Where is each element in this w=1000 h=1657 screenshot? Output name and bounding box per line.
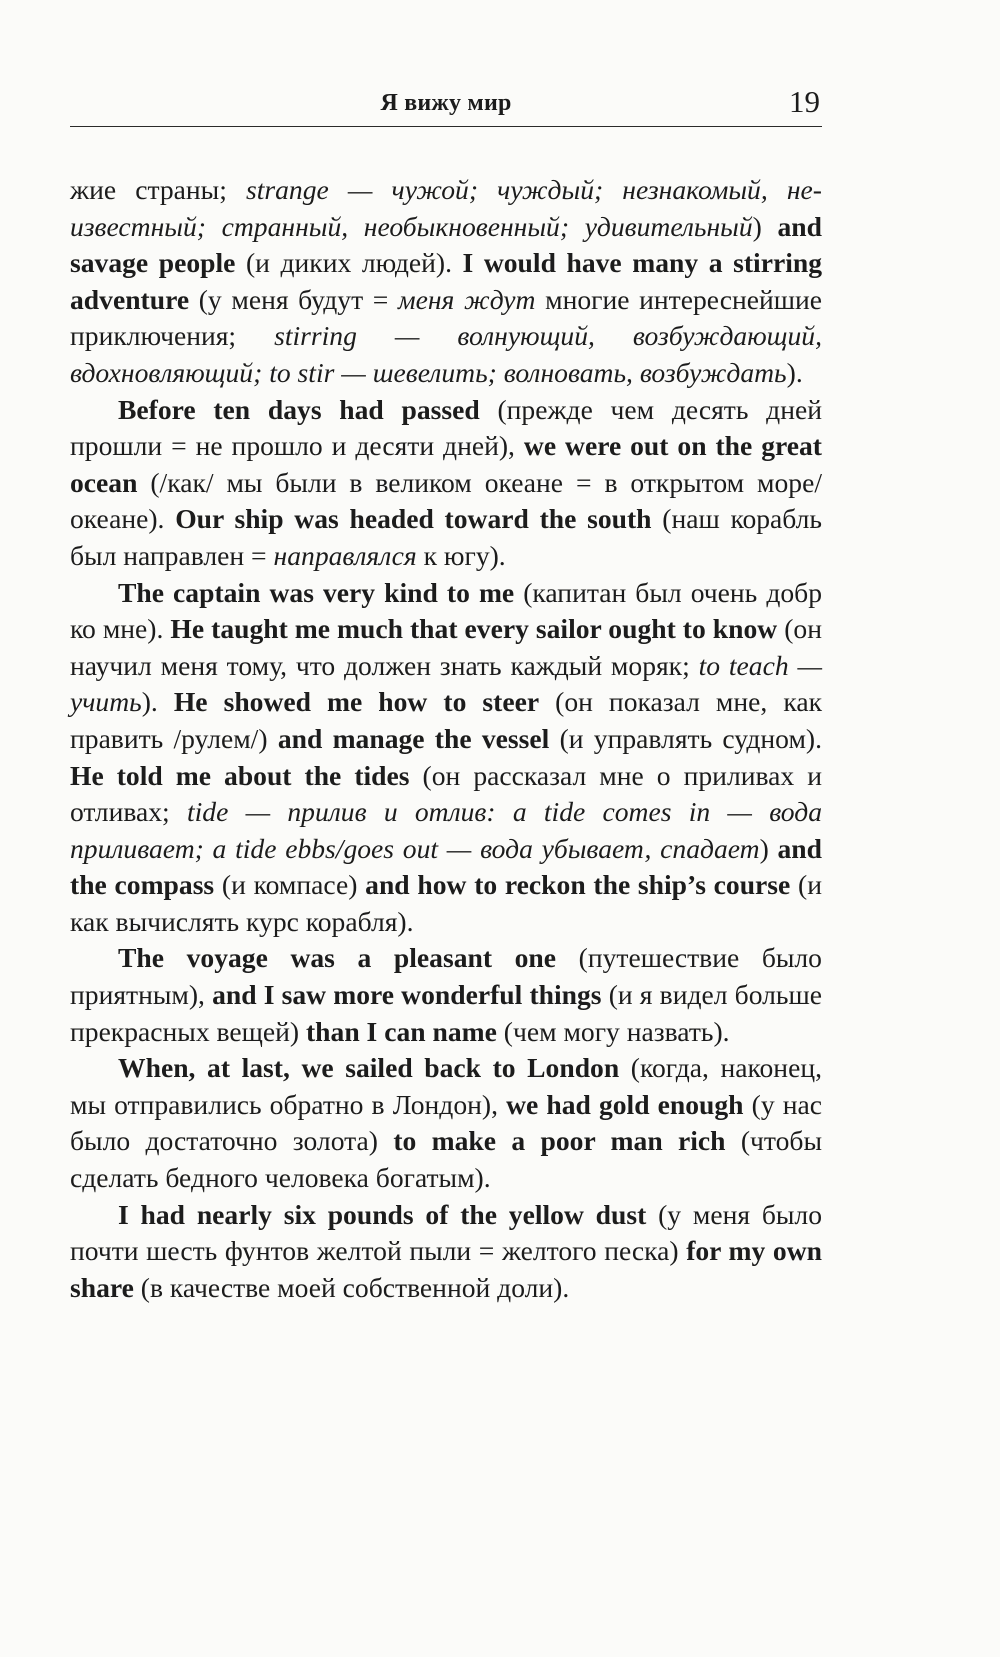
russian-translation: ). xyxy=(141,686,174,718)
english-phrase: Our ship was headed toward the south xyxy=(175,503,652,535)
russian-translation: (и компасе) xyxy=(214,869,366,901)
russian-translation: (и я видел больше прекрасных вещей) xyxy=(70,979,822,1047)
russian-translation: (у меня будут = xyxy=(189,283,398,315)
russian-translation: (и управлять судном). xyxy=(549,722,822,754)
english-phrase: The captain was very kind to me xyxy=(118,576,515,608)
russian-translation: к югу). xyxy=(416,539,506,571)
english-phrase: He taught me much that every sailor ought to know xyxy=(170,613,778,645)
english-phrase: When, at last, we sailed back to London xyxy=(118,1052,620,1084)
english-phrase: and I saw more wonderful things xyxy=(212,979,602,1011)
english-phrase: He showed me how to steer xyxy=(173,686,540,718)
english-phrase: I had nearly six pounds of the yellow dust xyxy=(118,1198,647,1230)
russian-translation: (/как/ мы были в великом океане = в открытом море/океане). xyxy=(70,466,822,535)
paragraph xyxy=(70,392,822,575)
russian-translation: (путешествие было приятным), xyxy=(70,942,822,1011)
russian-translation: (прежде чем десять дней прошли = не прошло и десяти дней), xyxy=(70,393,822,462)
russian-translation: (у нас было достаточно золота) xyxy=(70,1088,822,1157)
page-number: 19 xyxy=(789,84,820,119)
vocabulary-gloss: strange — чужой; чуждый; незнакомый, неизвестный; странный, необыкновенный; удивительный xyxy=(70,174,822,242)
russian-translation: (в качестве моей собственной доли). xyxy=(133,1271,570,1303)
russian-translation: (когда, наконец, мы отправились обратно в Лондон), xyxy=(70,1052,822,1120)
english-phrase: we had gold enough xyxy=(506,1088,744,1120)
english-phrase: and the compass xyxy=(70,832,822,901)
russian-translation: (он рассказал мне о приливах и отливах; xyxy=(70,759,822,828)
russian-translation: (он научил меня тому, что должен знать каждый моряк; xyxy=(70,613,822,681)
russian-translation: жие страны; xyxy=(70,174,246,205)
english-phrase: to make a poor man rich xyxy=(393,1125,726,1157)
paragraph xyxy=(70,1197,822,1307)
running-title: Я вижу мир xyxy=(380,90,512,116)
russian-translation: (и диких людей). xyxy=(235,247,463,279)
russian-translation: (чтобы сделать бедного человека богатым). xyxy=(70,1125,822,1194)
english-phrase: I would have many a stirring adventure xyxy=(70,247,822,315)
russian-translation: (он показал мне, как править /рулем/) xyxy=(70,686,822,754)
russian-translation: (у меня было почти шесть фунтов желтой пыли = желтого песка) xyxy=(70,1198,822,1267)
russian-translation: (капитан был очень добр ко мне). xyxy=(70,576,822,645)
english-phrase: for my own share xyxy=(70,1235,822,1303)
english-phrase: we were out on the great ocean xyxy=(70,430,822,498)
russian-translation: (наш корабль был направлен = xyxy=(70,503,822,571)
page-header xyxy=(70,86,822,127)
vocabulary-gloss: to teach — учить xyxy=(70,649,822,718)
vocabulary-gloss: stirring — волнующий, возбуждающий, вдохновляющий; to stir — шевелить; волновать, возбуждать xyxy=(70,320,822,388)
russian-translation: (чем могу назвать). xyxy=(496,1015,730,1047)
english-phrase: than I can name xyxy=(305,1015,497,1047)
russian-translation: многие интереснейшие приключения; xyxy=(70,283,822,352)
vocabulary-gloss: направлялся xyxy=(273,539,417,571)
russian-translation: ). xyxy=(786,356,803,388)
paragraph xyxy=(70,1050,822,1196)
english-phrase: Before ten days had passed xyxy=(118,393,480,425)
body-text xyxy=(70,172,822,1306)
english-phrase: and savage people xyxy=(70,210,822,279)
english-phrase: He told me about the tides xyxy=(70,759,410,791)
russian-translation: ) xyxy=(752,210,778,242)
english-phrase: and how to reckon the ship’s course xyxy=(365,869,791,901)
vocabulary-gloss: tide — прилив и отлив: a tide comes in — вода приливает; a tide ebbs/goes out — вода убывает, спадает xyxy=(70,796,822,864)
paragraph xyxy=(70,940,822,1050)
russian-translation: (и как вычислять курс корабля). xyxy=(70,869,822,937)
vocabulary-gloss: меня ждут xyxy=(398,283,536,315)
paragraph xyxy=(70,172,822,392)
russian-translation: ) xyxy=(759,832,778,864)
english-phrase: and manage the vessel xyxy=(277,722,550,754)
paragraph xyxy=(70,575,822,941)
english-phrase: The voyage was a pleasant one xyxy=(118,942,557,974)
